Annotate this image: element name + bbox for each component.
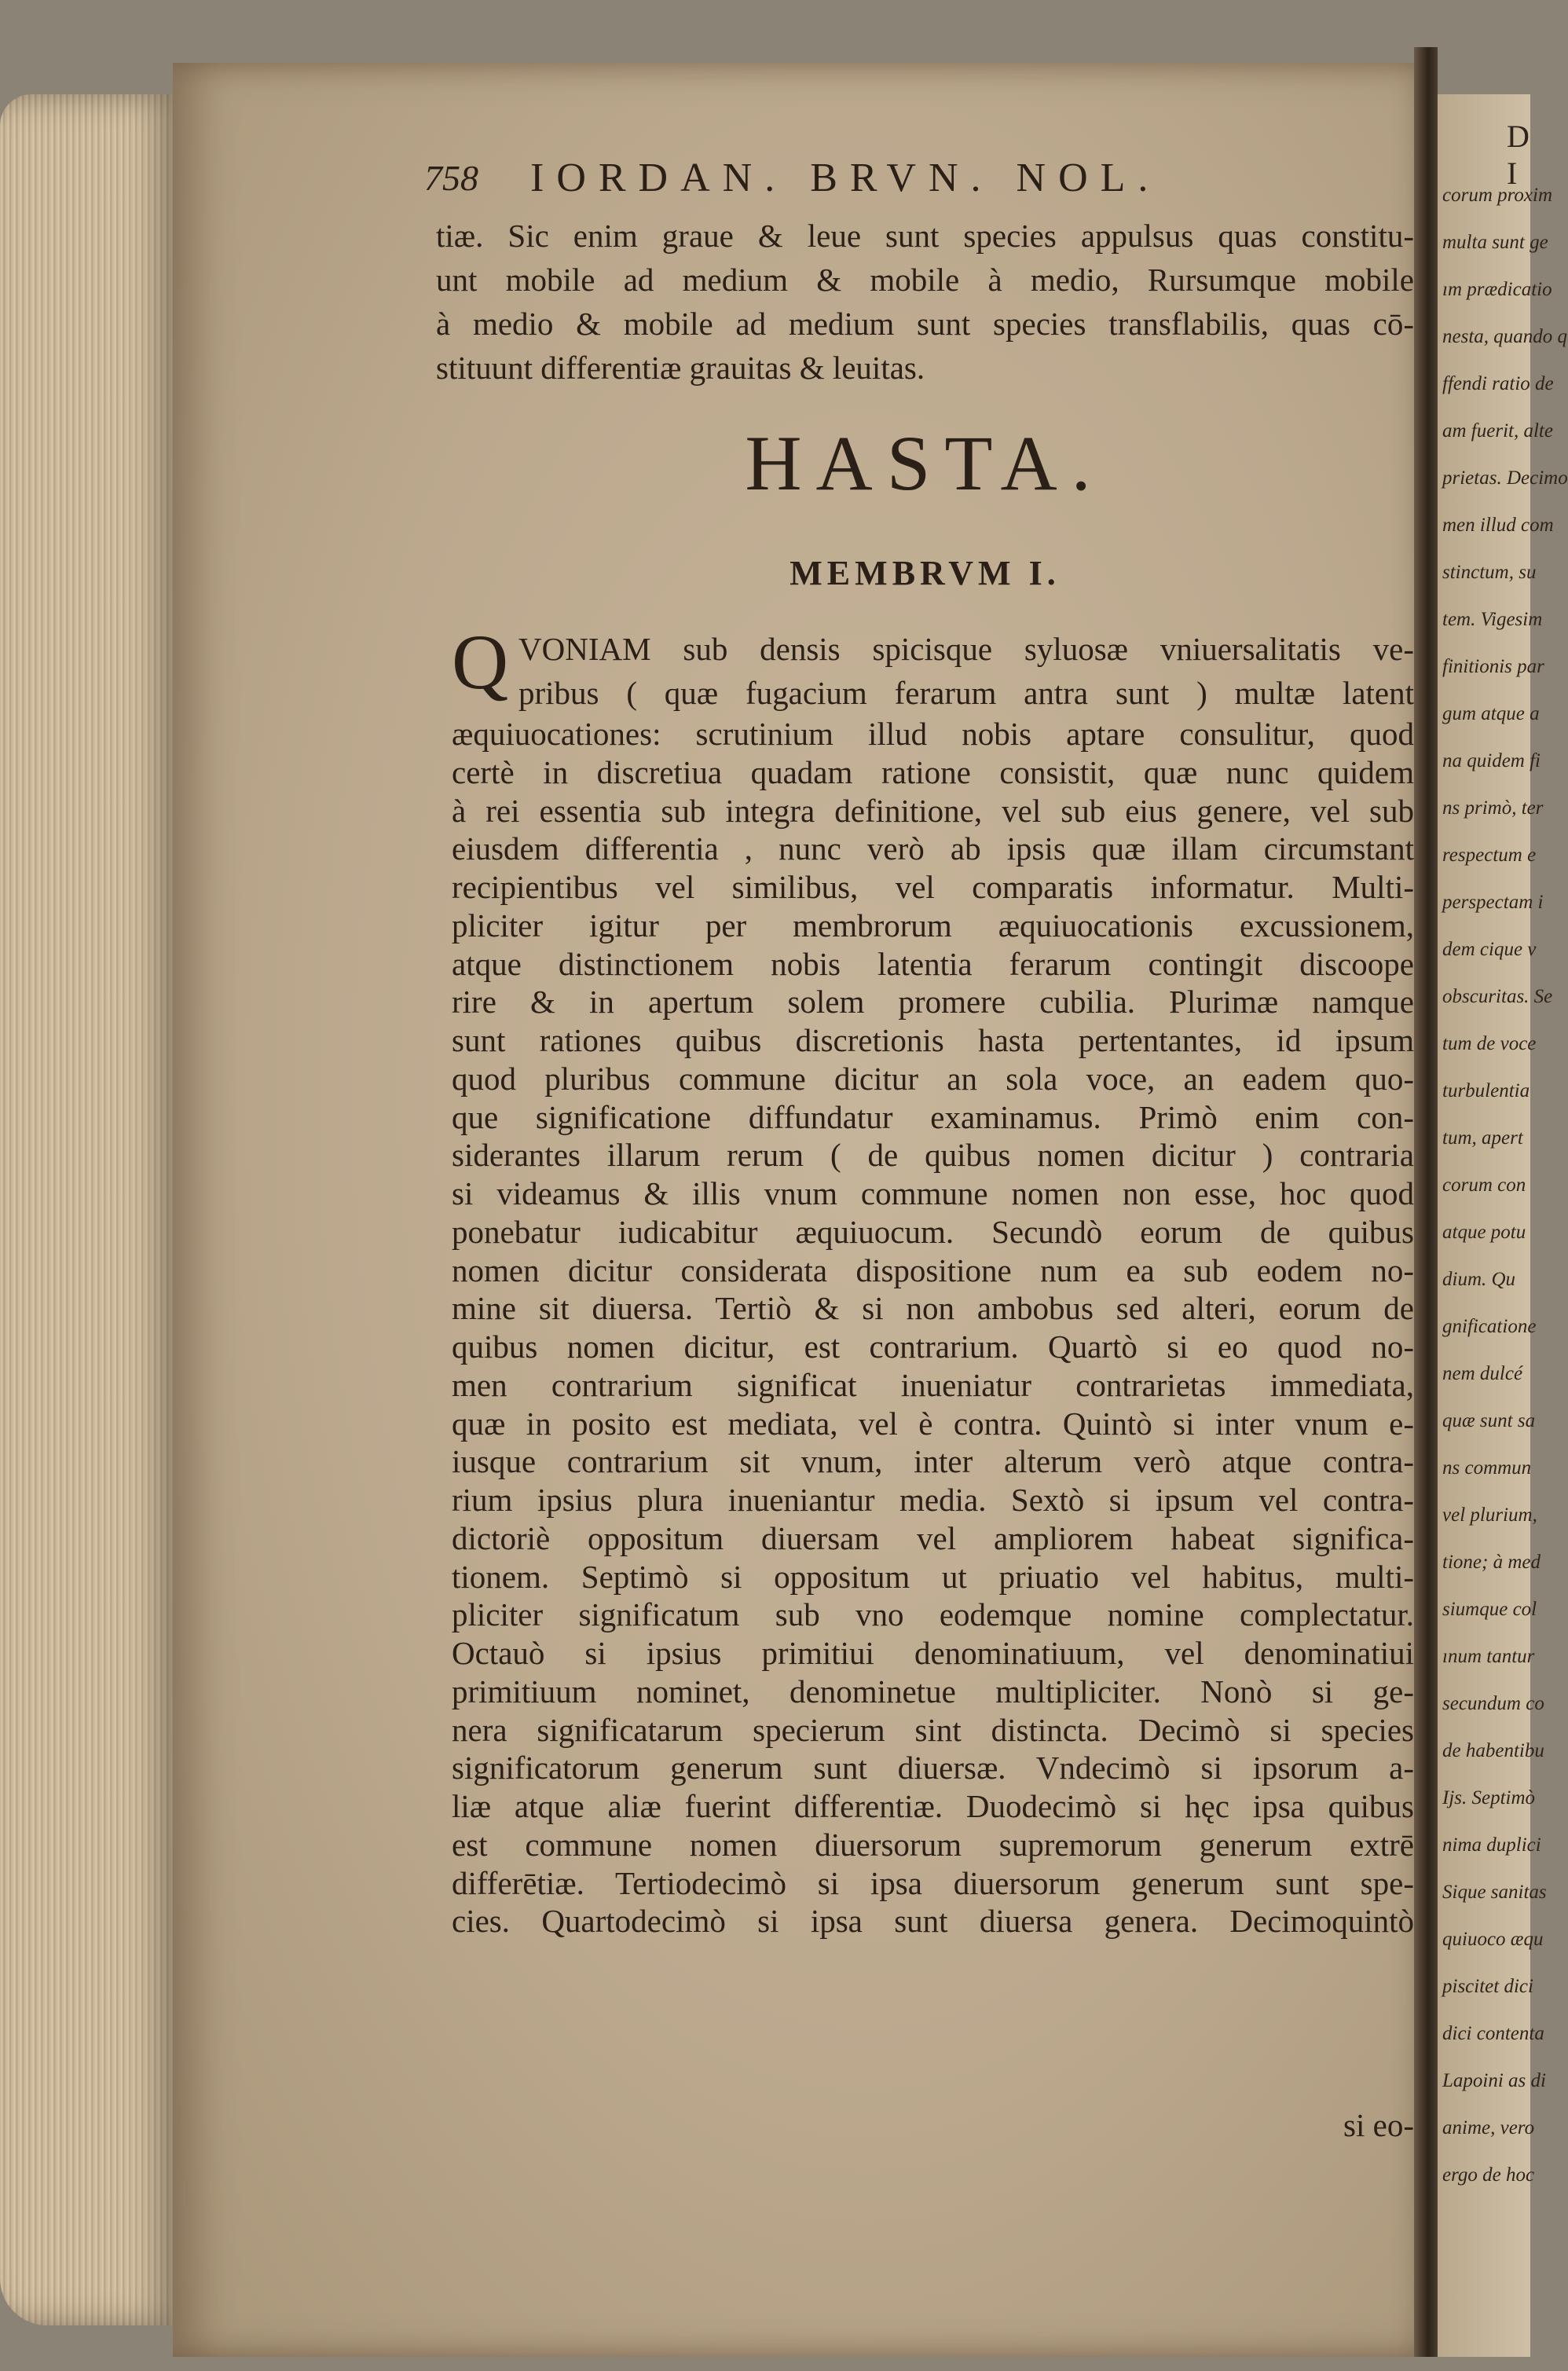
facing-text-fragment: finitionis par — [1442, 656, 1544, 677]
text-line: siderantes illarum rerum ( de quibus nomen dicitur ) contraria — [452, 1137, 1414, 1174]
facing-text-fragment: siumque col — [1442, 1599, 1537, 1620]
text-line: stituunt differentiæ grauitas & leuitas. — [436, 350, 925, 386]
text-line: rire & in apertum solem promere cubilia. Plurimæ namque — [452, 984, 1414, 1021]
text-line: liæ atque aliæ fuerint differentiæ. Duodecimò si hęc ipsa quibus — [452, 1788, 1414, 1824]
facing-text-fragment: ergo de hoc — [1442, 2164, 1535, 2186]
opening-lines — [518, 627, 1414, 715]
text-line: primitiuum nominet, denominetue multipliciter. Nonò si ge- — [452, 1673, 1414, 1710]
facing-text-fragment: stinctum, su — [1442, 562, 1537, 583]
facing-text-fragment: prietas. Decimo — [1442, 467, 1568, 489]
facing-text-fragment: na quidem fi — [1442, 750, 1541, 771]
text-line: à medio & mobile ad medium sunt species transflabilis, quas cō- — [436, 306, 1414, 342]
text-line: mine sit diuersa. Tertiò & si non ambobus sed alteri, eorum de — [452, 1290, 1414, 1327]
text-line: sunt rationes quibus discretionis hasta pertentantes, id ipsum — [452, 1022, 1414, 1058]
facing-text-fragment: Sique sanitas — [1442, 1882, 1547, 1903]
facing-text-fragment: nima duplici — [1442, 1834, 1541, 1856]
text-line: à rei essentia sub integra definitione, vel sub eius genere, vel sub — [452, 792, 1414, 829]
text-line: iusque contrarium sit vnum, inter alterum verò atque contra- — [452, 1443, 1414, 1480]
text-line: differētiæ. Tertiodecimò si ipsa diuersorum generum sunt spe- — [452, 1864, 1414, 1901]
facing-text-fragment: tum, apert — [1442, 1127, 1523, 1149]
text-line: tiæ. Sic enim graue & leue sunt species appulsus quas constitu- — [436, 218, 1414, 254]
facing-text-fragment: multa sunt ge — [1442, 232, 1548, 253]
text-line: quæ in posito est mediata, vel è contra. Quintò si inter vnum e- — [452, 1405, 1414, 1442]
facing-text-fragment: gum atque a — [1442, 703, 1540, 724]
text-line: pliciter igitur per membrorum æquiuocationis excussionem, — [452, 907, 1414, 944]
facing-text-fragment: turbulentia — [1442, 1080, 1530, 1101]
facing-text-fragment: respectum e — [1442, 845, 1537, 866]
text-line: unt mobile ad medium & mobile à medio, Rursumque mobile — [436, 262, 1414, 298]
facing-text-fragment: dem cique v — [1442, 939, 1537, 960]
text-line: tionem. Septimò si oppositum ut priuatio vel habitus, multi- — [452, 1558, 1414, 1595]
facing-text-fragment: gnificatione — [1442, 1316, 1537, 1337]
facing-text-fragment: tum de voce — [1442, 1033, 1537, 1054]
text-line: quibus nomen dicitur, est contrarium. Quartò si eo quod no- — [452, 1328, 1414, 1365]
facing-text-fragment: Ijs. Septimò — [1442, 1787, 1536, 1808]
book-gutter — [1414, 47, 1438, 2357]
facing-text-fragment: piscitet dici — [1442, 1976, 1533, 1997]
text-line: pliciter significatum sub vno eodemque nomine complectatur. — [452, 1596, 1414, 1633]
facing-text-fragment: ns primò, ter — [1442, 797, 1544, 819]
facing-text-fragment: corum proxim — [1442, 185, 1553, 206]
text-line: men contrarium significat inueniatur contrarietas immediata, — [452, 1366, 1414, 1403]
text-line: rium ipsius plura inueniantur media. Sextò si ipsum vel contra- — [452, 1482, 1414, 1518]
text-line: quod pluribus commune dicitur an sola voce, an eadem quo- — [452, 1060, 1414, 1097]
catchword: si eo- — [1343, 2107, 1414, 2143]
facing-text-fragment: anime, vero — [1442, 2117, 1535, 2138]
text-line: atque distinctionem nobis latentia ferarum contingit discoope — [452, 945, 1414, 982]
facing-text-fragment: Lapoini as di — [1442, 2070, 1546, 2091]
text-line: significatorum generum sunt diuersæ. Vndecimò si ipsorum a- — [452, 1750, 1414, 1786]
facing-text-fragment: quæ sunt sa — [1442, 1410, 1536, 1431]
text-line: si videamus & illis vnum commune nomen non esse, hoc quod — [452, 1175, 1414, 1211]
section-title: HASTA. — [745, 420, 1105, 507]
text-line: cies. Quartodecimò si ipsa sunt diuersa genera. Decimoquintò — [452, 1903, 1414, 1940]
membrum-heading: MEMBRVM I. — [789, 554, 1061, 592]
text-line: certè in discretiua quadam ratione consistit, quæ nunc quidem — [452, 753, 1414, 790]
facing-text-fragment: quiuoco æqu — [1442, 1929, 1544, 1950]
facing-text-fragment: am fuerit, alte — [1442, 420, 1553, 442]
facing-text-fragment: perspectam i — [1442, 892, 1544, 913]
body-text — [452, 715, 1414, 1940]
facing-text-fragment: ım prædicatio — [1442, 279, 1552, 300]
facing-text-fragment: obscuritas. Se — [1442, 986, 1553, 1007]
facing-text-fragment: corum con — [1442, 1175, 1526, 1196]
facing-text-fragment: tem. Vigesim — [1442, 609, 1543, 630]
running-head-text: IORDAN. BRVN. NOL. — [530, 156, 1161, 200]
text-line: pribus ( quæ fugacium ferarum antra sunt ) multæ latent — [518, 675, 1414, 711]
text-line: VONIAM sub densis spicisque syluosæ vniuersalitatis ve- — [518, 631, 1414, 667]
page-edges — [0, 94, 185, 2325]
page-number: 758 — [424, 158, 478, 198]
facing-text-fragment: ns commun — [1442, 1457, 1532, 1479]
drop-cap: Q — [452, 618, 509, 705]
facing-text-fragment: vel plurium, — [1442, 1504, 1537, 1526]
facing-text-fragment: nesta, quando q — [1442, 326, 1568, 347]
running-head — [436, 151, 1379, 206]
facing-page-strip — [1438, 94, 1568, 2357]
text-line: nomen dicitur considerata dispositione num ea sub eodem no- — [452, 1251, 1414, 1288]
continued-text — [436, 214, 1414, 390]
facing-text-fragment: tione; à med — [1442, 1552, 1541, 1573]
facing-text-fragment: nem dulcé — [1442, 1363, 1523, 1384]
text-line: est commune nomen diuersorum supremorum generum extrē — [452, 1826, 1414, 1863]
text-line: dictoriè oppositum diuersam vel ampliorem habeat significa- — [452, 1519, 1414, 1556]
facing-text-fragment: men illud com — [1442, 515, 1554, 536]
facing-text-fragment: dici contenta — [1442, 2023, 1544, 2044]
facing-text-fragment: ffendi ratio de — [1442, 373, 1554, 394]
facing-text-fragment: dium. Qu — [1442, 1269, 1516, 1290]
facing-page-header: D I — [1507, 119, 1534, 191]
facing-text-fragment: ınum tantur — [1442, 1646, 1535, 1667]
text-line: æquiuocationes: scrutinium illud nobis aptare consulitur, quod — [452, 716, 1414, 752]
facing-text-fragment: secundum co — [1442, 1693, 1544, 1714]
text-line: eiusdem differentia , nunc verò ab ipsis quæ illam circumstant — [452, 830, 1414, 867]
facing-text-fragment: atque potu — [1442, 1222, 1526, 1243]
text-line: recipientibus vel similibus, vel comparatis informatur. Multi- — [452, 869, 1414, 905]
facing-text-fragment: de habentibu — [1442, 1740, 1544, 1761]
text-line: nera significatarum specierum sint distincta. Decimò si species — [452, 1711, 1414, 1748]
text-line: que significatione diffundatur examinamus. Primò enim con- — [452, 1098, 1414, 1135]
text-line: Octauò si ipsius primitiui denominatiuum, vel denominatiui — [452, 1635, 1414, 1671]
text-line: ponebatur iudicabitur æquiuocum. Secundò eorum de quibus — [452, 1213, 1414, 1250]
